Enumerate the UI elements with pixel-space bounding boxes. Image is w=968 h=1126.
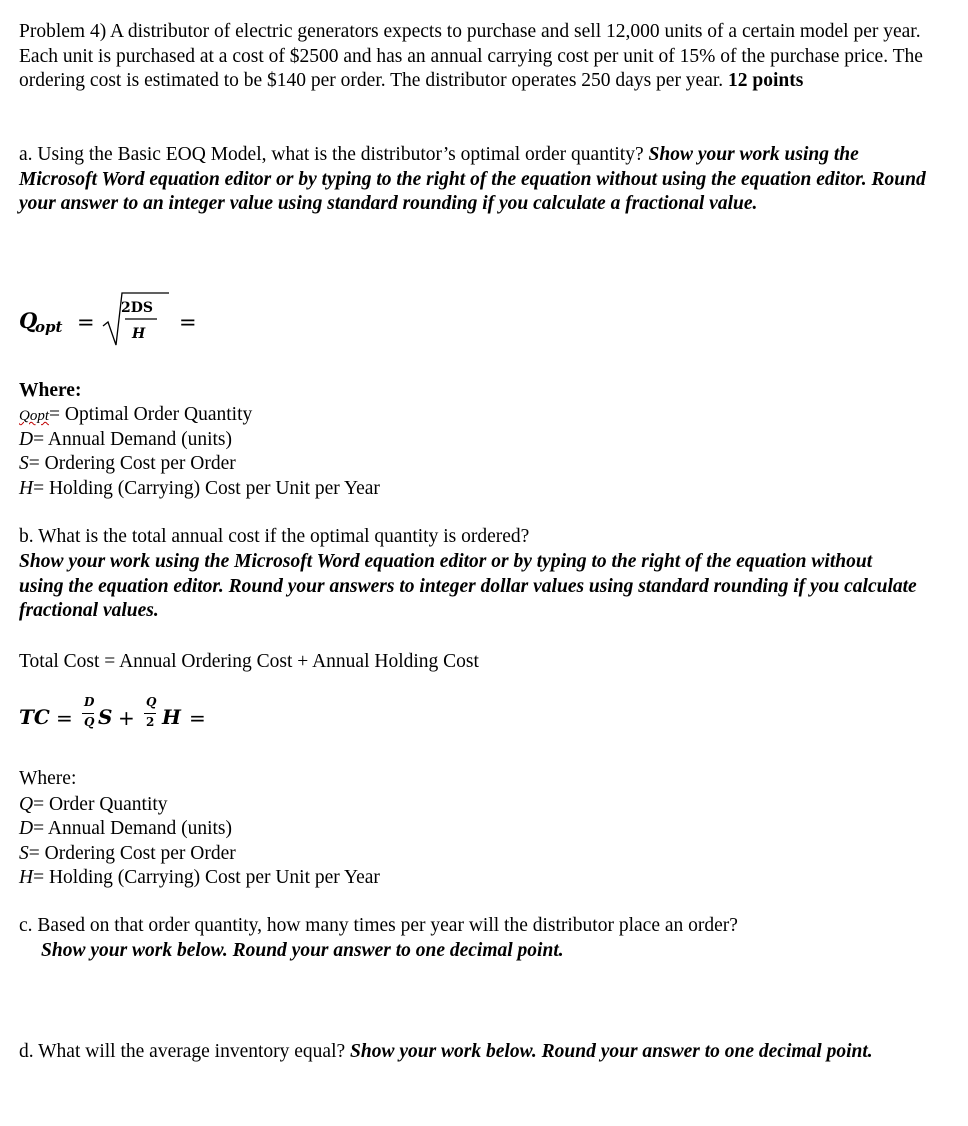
part-b-question: b. What is the total annual cost if the optimal quantity is ordered? — [19, 526, 530, 547]
eq-sqrt-denominator: H — [132, 326, 146, 342]
def-h-symbol: H — [19, 478, 34, 499]
eq-tc: TC — [19, 705, 50, 729]
eq-frac1-bar — [82, 713, 94, 714]
part-b-def-q — [19, 793, 168, 818]
def-d-symbol-b: D — [19, 818, 34, 839]
def-q-text: = Order Quantity — [33, 794, 168, 815]
def-d-text-b: = Annual Demand (units) — [33, 818, 233, 839]
part-a-def-h — [19, 477, 380, 502]
problem-text: Problem 4) A distributor of electric generators expects to purchase and sell 12,000 units of a certain model per year. Each unit is purchased at a cost of $2500 and has an annual carrying cost per unit of 15% of the purchase price. The ordering cost is estimated to be $140 per order. The distributor operates 250 days per year. — [19, 21, 923, 91]
eq-q-subscript: opt — [35, 318, 63, 336]
eq-plus: + — [118, 706, 135, 730]
def-s-symbol-b: S — [19, 843, 29, 864]
part-d-question — [19, 1040, 919, 1065]
eq-frac2-den: 2 — [146, 715, 155, 729]
eq-s: S — [98, 705, 113, 729]
def-q-symbol: Q — [19, 794, 34, 815]
problem-statement — [19, 20, 924, 94]
tc-equation — [19, 695, 219, 739]
eq-equals-1: = — [77, 310, 95, 334]
eq-final-equals: = — [189, 706, 206, 730]
eq-sqrt-numerator: 2DS — [121, 300, 153, 316]
eq-frac2-bar — [144, 713, 156, 714]
eq-frac1-num: D — [84, 695, 95, 709]
def-s-text-b: = Ordering Cost per Order — [28, 843, 236, 864]
part-b-where-label: Where: — [19, 768, 77, 789]
def-qopt-symbol: Qopt — [19, 408, 49, 424]
part-a-question — [19, 143, 929, 217]
eq-q-symbol: Q — [19, 308, 38, 333]
def-s-text: = Ordering Cost per Order — [28, 453, 236, 474]
eq-h: H — [162, 705, 181, 729]
def-s-symbol: S — [19, 453, 29, 474]
problem-points: 12 points — [728, 70, 804, 91]
def-qopt-text: = Optimal Order Quantity — [49, 404, 253, 425]
part-b-def-d — [19, 817, 232, 842]
def-h-text: = Holding (Carrying) Cost per Unit per Year — [33, 478, 380, 499]
part-a-def-d — [19, 428, 232, 453]
def-d-symbol: D — [19, 429, 34, 450]
eq-tc-equals: = — [56, 706, 73, 730]
part-a-def-qopt — [19, 403, 252, 429]
part-c-question: c. Based on that order quantity, how many times per year will the distributor place an order? — [19, 915, 738, 936]
part-d-instruction: Show your work below. Round your answer to one decimal point. — [350, 1041, 873, 1062]
eoq-equation — [19, 290, 197, 350]
part-c-instruction: Show your work below. Round your answer to one decimal point. — [41, 940, 564, 961]
eq-frac1-den: Q — [84, 715, 95, 729]
part-b-def-s — [19, 842, 236, 867]
part-a-question-text: a. Using the Basic EOQ Model, what is the distributor’s optimal order quantity? — [19, 144, 644, 165]
part-a-def-s — [19, 452, 236, 477]
def-h-symbol-b: H — [19, 867, 34, 888]
def-d-text: = Annual Demand (units) — [33, 429, 233, 450]
eq-equals-2: = — [179, 310, 197, 334]
eq-frac2-num: Q — [146, 695, 157, 709]
def-h-text-b: = Holding (Carrying) Cost per Unit per Year — [33, 867, 380, 888]
part-a-instruction: Show your work using the Microsoft Word equation editor or by typing to the right of the equation without using the equation editor. Round your answer to an integer value using standard rounding if you calculate a fractional value. — [19, 144, 926, 214]
part-d-question-text: d. What will the average inventory equal? — [19, 1041, 346, 1062]
part-b-instruction: Show your work using the Microsoft Word equation editor or by typing to the right of the equation without using the equation editor. Round your answers to integer dollar values using standard rounding if you calculate fractional values. — [19, 551, 917, 621]
part-b-def-h — [19, 866, 380, 891]
total-cost-formula: Total Cost = Annual Ordering Cost + Annual Holding Cost — [19, 651, 479, 672]
part-a-where-label: Where: — [19, 380, 82, 401]
